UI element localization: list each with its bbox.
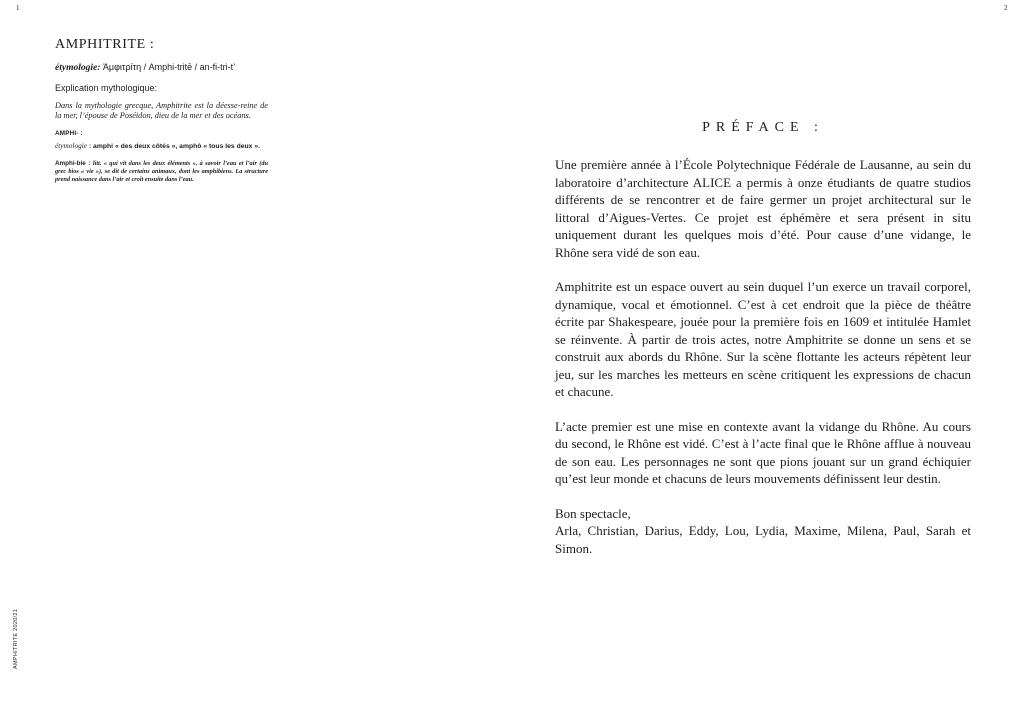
amphibie-lead: Amphi-bie : xyxy=(55,159,93,167)
preface-paragraph-3: L’acte premier est une mise en contexte avant la vidange du Rhône. Au cours du second, le Rhône est vidé. C’est à l’acte final que le Rhône afflue à nouveau de son eau. Les personnages ne sont que pions jouant sur un grand échiquier qu’est leur monde et chacuns de leurs mouvements définissent leur destin. xyxy=(555,418,971,486)
amphibie-paragraph xyxy=(55,160,268,185)
preface-paragraph-1: Une première année à l’École Polytechnique Fédérale de Lausanne, au sein du laboratoire d’architecture ALICE a permis à onze étudiants de quatre studios différents de se rencontrer et de faire germer un projet architectural sur le littoral d’Aigues-Vertes. Ce projet est éphémère et sera présent in situ uniquement durant les quelques mois d’été. Pour cause d’une vidange, le Rhône sera vidé de son eau. xyxy=(555,157,971,260)
amphi-etymology-label: étymologie xyxy=(55,140,88,150)
amphi-etymology-value: : amphi « des deux côtés », amphô « tous les deux ». xyxy=(87,142,261,150)
preface-title: PRÉFACE : xyxy=(702,120,824,135)
left-page-content xyxy=(55,37,268,184)
etymology-value: Ἀμφιτρίτη / Amphi-tritē / an-fi-tri-t’ xyxy=(100,62,236,72)
page-number-left: 1 xyxy=(16,4,20,12)
etymology-label: étymologie: xyxy=(55,63,101,73)
right-page-content xyxy=(555,120,971,557)
amphi-etymology-line xyxy=(55,141,268,150)
amphibie-text: litt. « qui vit dans les deux éléments », à savoir l’eau et l’air (du grec bios « vie »), se dit de certains animaux, dont les amphibiens. La structure prend naissance dans l’air et croît ensuite dans l’eau. xyxy=(55,159,268,183)
amphi-heading: AMPHI- : xyxy=(55,129,83,137)
preface-paragraph-2: Amphitrite est un espace ouvert au sein duquel l’un exerce un travail corporel, dynamique, vocal et émotionnel. C’est à cet endroit que la pièce de théâtre écrite par Shakespeare, jouée pour la première fois en 1609 et intitulée Hamlet se réinvente. À partir de trois actes, notre Amphitrite se donne un sens et se construit aux abords du Rhône. Sur la scène flottante les acteurs répètent leur jeu, sur les marches les metteurs en scène critiquent les expressions de chacun et chacune. xyxy=(555,279,971,399)
amphitrite-title: AMPHITRITE : xyxy=(55,37,155,52)
explication-heading: Explication mythologique: xyxy=(55,83,158,93)
etymology-line xyxy=(55,62,268,73)
mythology-text: Dans la mythologie grecque, Amphitrite est la déesse-reine de la mer, l’épouse de Poséidon, dieu de la mer et des océans. xyxy=(55,101,268,121)
spine-running-title: AMPHITRITE 2020/21 xyxy=(13,608,19,669)
closing-line: Bon spectacle, xyxy=(555,505,631,521)
page-number-right: 2 xyxy=(1004,4,1008,12)
closing-block xyxy=(555,505,971,558)
signature-line: Arla, Christian, Darius, Eddy, Lou, Lydia, Maxime, Milena, Paul, Sarah et Simon. xyxy=(555,523,971,556)
